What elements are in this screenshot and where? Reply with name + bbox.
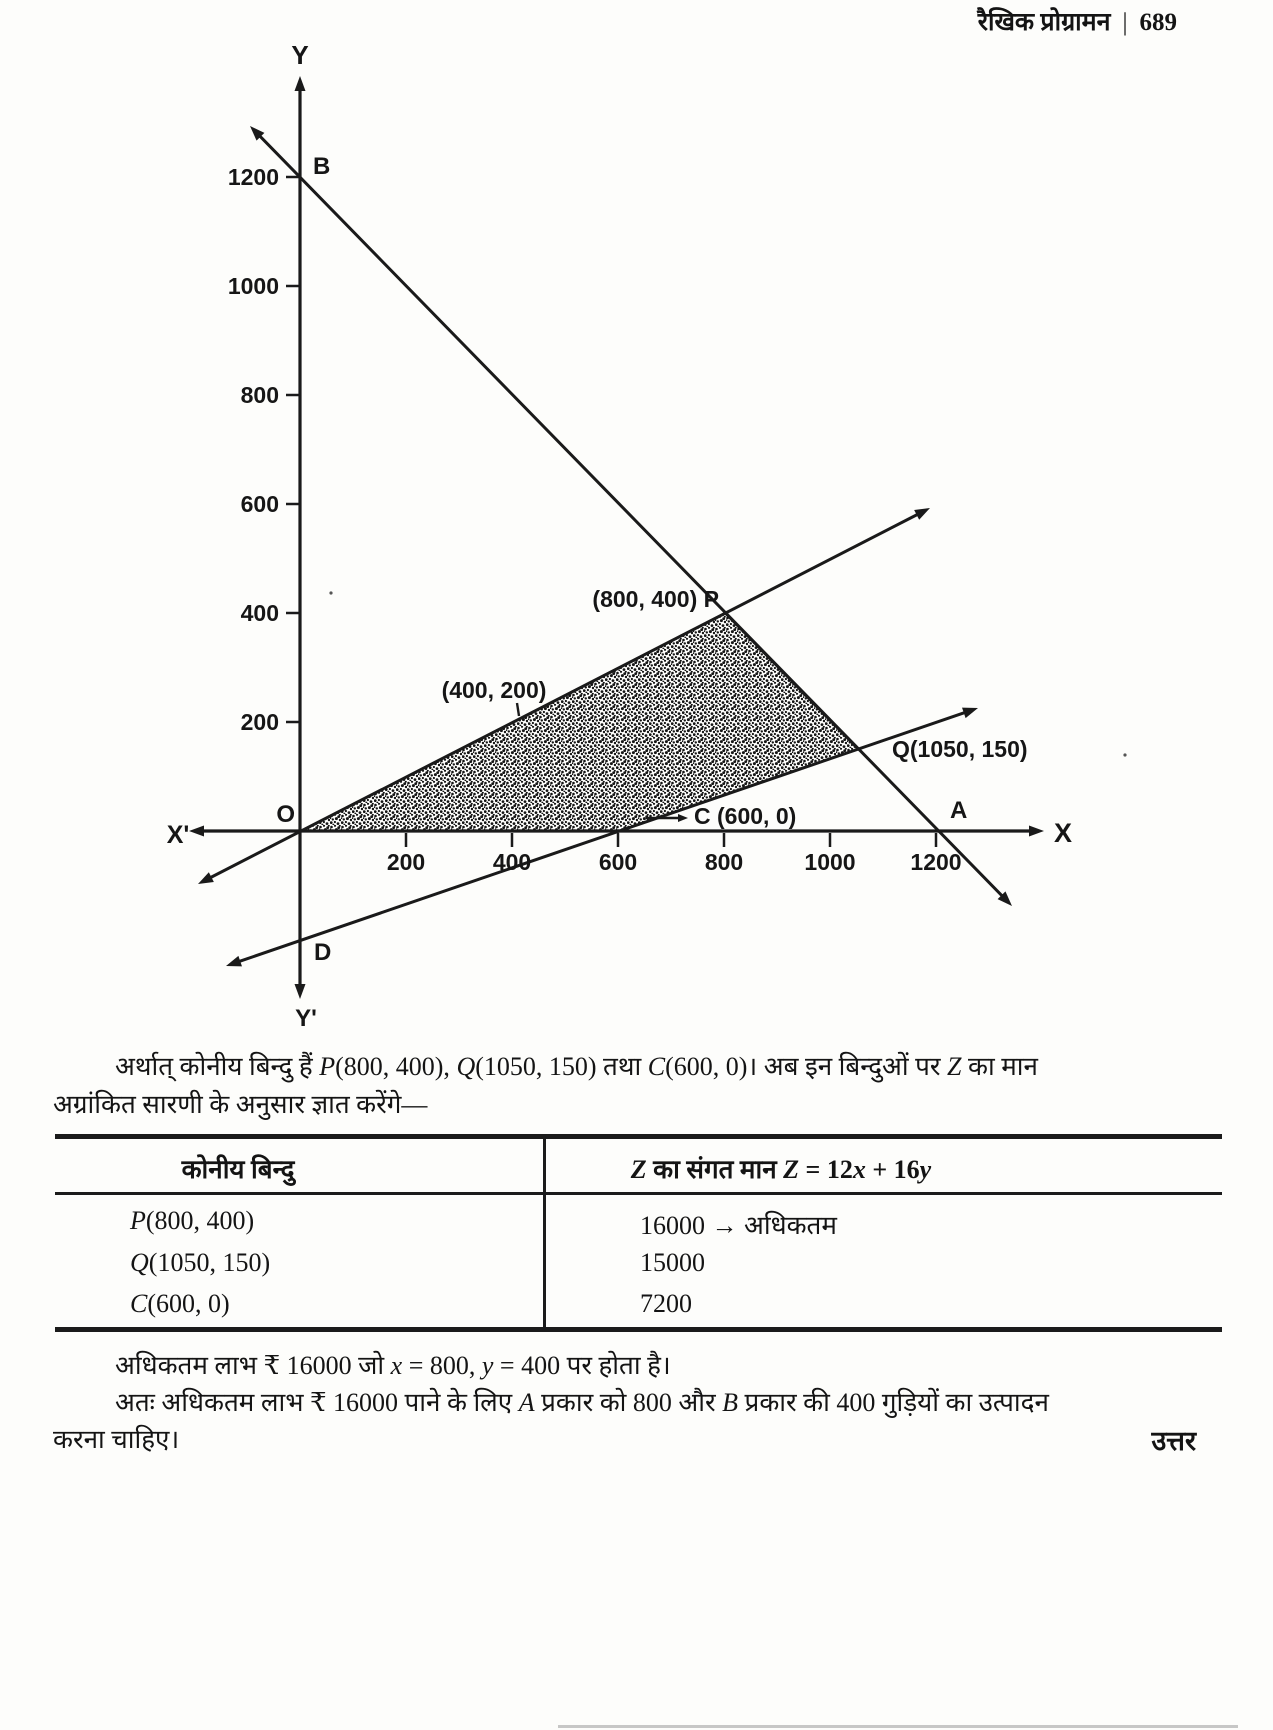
y-tick-label: 600 (240, 491, 279, 517)
point-label: A (950, 797, 968, 824)
x-axis-arrowhead (189, 826, 204, 837)
y-axis-arrowhead (295, 984, 306, 999)
corner-points-paragraph-line1: अर्थात् कोनीय बिन्दु हैं P(800, 400), Q(1050, 150) तथा C(600, 0)। अब इन बिन्दुओं पर Z का मान (115, 1052, 1038, 1081)
graph-content (167, 40, 1072, 1032)
axis-label-X: X (1054, 818, 1073, 848)
y-tick-label: 400 (240, 600, 279, 626)
line-D-C-Q-arrowhead (962, 708, 978, 718)
page-number: 689 (1139, 9, 1177, 36)
point-label: (800, 400) P (592, 586, 719, 612)
table-row-point: C(600, 0) (130, 1289, 230, 1318)
y-tick-label: 200 (240, 709, 279, 735)
feasible-region (300, 613, 857, 831)
conclusion-line1: अधिकतम लाभ ₹ 16000 जो x = 800, y = 400 पर होता है। (115, 1351, 671, 1380)
y-tick-label: 1200 (227, 164, 279, 190)
line-D-C-Q-arrowhead (226, 956, 242, 966)
scan-artifact-line (558, 1725, 1238, 1728)
line-O-P-arrowhead (198, 872, 214, 884)
x-tick-label: 600 (598, 849, 638, 875)
axis-label-X-prime: X' (166, 821, 190, 849)
header-separator: | (1122, 9, 1128, 36)
point-label: O (276, 801, 295, 828)
table-row-value: 16000 → अधिकतम (640, 1211, 837, 1240)
axis-label-Y: Y (291, 40, 309, 70)
x-tick-label: 800 (704, 849, 744, 875)
label-pointer-tick (517, 703, 519, 716)
corner-points-paragraph-line2: अग्रांकित सारणी के अनुसार ज्ञात करेंगे— (53, 1090, 428, 1119)
x-tick-label: 200 (386, 849, 426, 875)
table-row-point: P(800, 400) (130, 1206, 255, 1235)
answer-label: उत्तर (1151, 1426, 1196, 1456)
point-label: B (313, 153, 331, 180)
table-bottom-rule (55, 1327, 1222, 1332)
y-tick-label: 1000 (227, 273, 279, 299)
table-top-rule (55, 1134, 1222, 1139)
label-pointer-arrowhead (678, 814, 688, 822)
chapter-title: रैखिक प्रोग्रामन (977, 9, 1111, 36)
scan-speck (1123, 753, 1126, 756)
x-tick-label: 1200 (910, 849, 962, 875)
x-tick-label: 400 (492, 849, 532, 875)
y-axis-arrowhead (295, 76, 306, 91)
point-label: Q(1050, 150) (892, 736, 1028, 762)
y-tick-label: 800 (240, 382, 279, 408)
line-O-P-arrowhead (914, 508, 930, 520)
x-axis-arrowhead (1029, 826, 1044, 837)
conclusion-line3: करना चाहिए। (53, 1425, 180, 1454)
point-label: C (600, 0) (694, 803, 797, 829)
z-value-table (55, 1134, 1222, 1332)
point-label: D (314, 939, 332, 966)
conclusion-line2: अतः अधिकतम लाभ ₹ 16000 पाने के लिए A प्रकार को 800 और B प्रकार की 400 गुड़ियों का उत्पादन (115, 1388, 1049, 1417)
x-tick-label: 1000 (804, 849, 856, 875)
table-row-point: Q(1050, 150) (130, 1248, 271, 1277)
axis-label-Y-prime: Y' (295, 1005, 317, 1032)
table-header-z-value: Z का संगत मान Z = 12x + 16y (630, 1155, 932, 1184)
table-header-rule (55, 1192, 1222, 1195)
point-label: (400, 200) (441, 677, 547, 703)
table-row-value: 15000 (640, 1248, 705, 1277)
table-row-value: 7200 (640, 1289, 692, 1318)
scan-speck (329, 591, 332, 594)
table-header-corner-point: कोनीय बिन्दु (181, 1155, 295, 1184)
